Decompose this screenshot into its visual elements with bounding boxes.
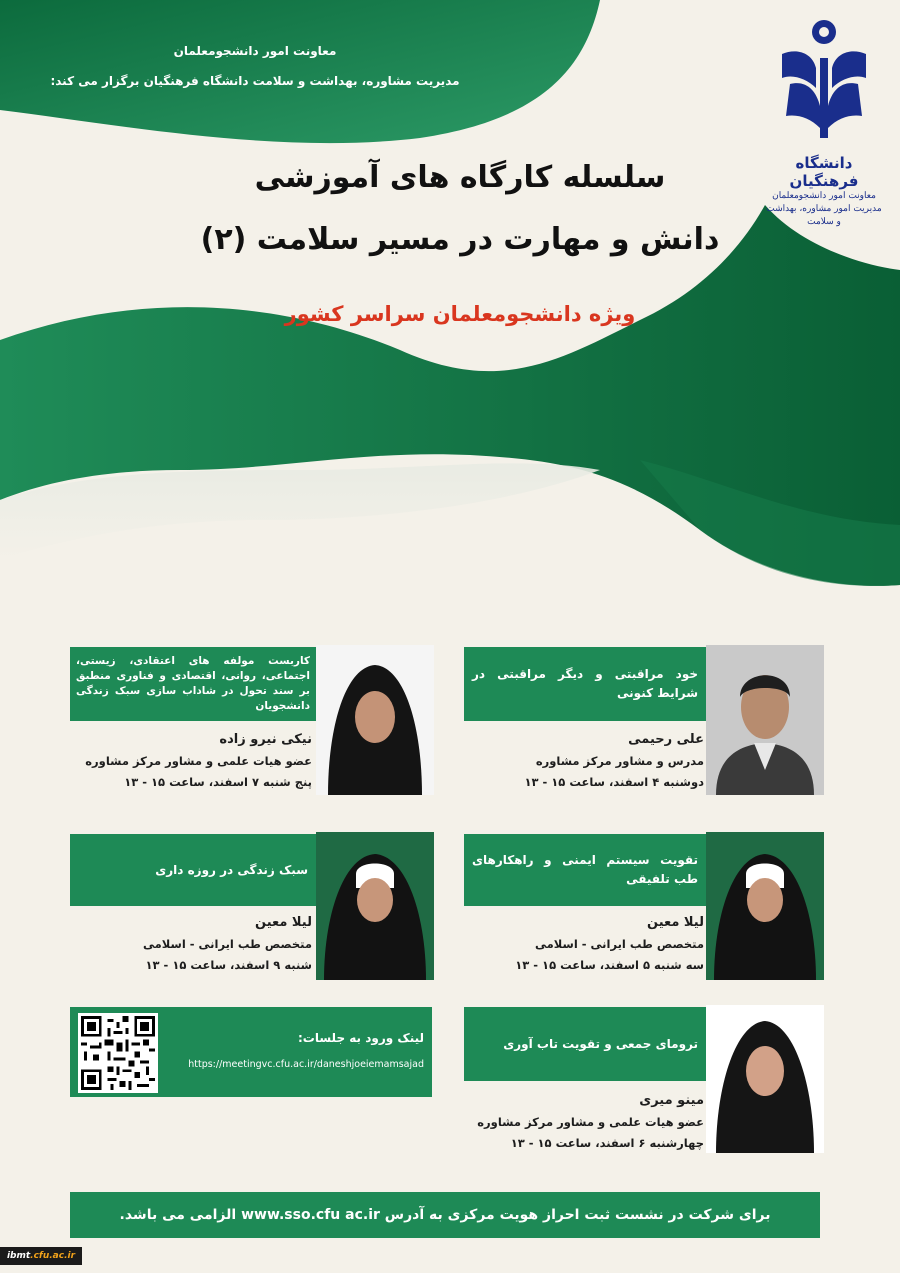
workshop-2-time: پنج شنبه ۷ اسفند، ساعت ۱۵ - ۱۳ bbox=[124, 775, 312, 789]
site-tag-prefix: ibmt bbox=[6, 1251, 31, 1261]
workshop-1-speaker-role: مدرس و مشاور مرکز مشاوره bbox=[535, 754, 704, 768]
header-line-1: معاونت امور دانشجومعلمان bbox=[173, 44, 337, 58]
speaker-photo-niki-nirouzadeh bbox=[316, 645, 434, 795]
main-title-line-1: سلسله کارگاه های آموزشی bbox=[254, 160, 666, 195]
logo-subtitle-2: مدیریت امور مشاوره، بهداشت و سلامت bbox=[766, 204, 882, 227]
workshop-1-info bbox=[464, 732, 704, 789]
session-link-label: لینک ورود به جلسات: bbox=[297, 1031, 424, 1045]
workshop-2-topic: کاربست مولفه های اعتقادی، زیستی، اجتماعی، روانی، اقتصادی و فناوری منطبق بر سند تحول در شاداب سازی سبک زندگی دانشجویان bbox=[70, 647, 316, 721]
workshop-2-speaker-name: نیکی نیرو زاده bbox=[219, 732, 312, 747]
workshop-5-topic: ترومای جمعی و تقویت تاب آوری bbox=[464, 1007, 706, 1081]
workshop-5-speaker-role: عضو هیات علمی و مشاور مرکز مشاوره bbox=[477, 1115, 704, 1129]
workshop-4-speaker-role: متخصص طب ایرانی - اسلامی bbox=[143, 937, 312, 951]
speaker-photo-leila-moein-2 bbox=[316, 832, 434, 980]
workshop-1-time: دوشنبه ۴ اسفند، ساعت ۱۵ - ۱۳ bbox=[524, 775, 704, 789]
workshop-2-info bbox=[72, 732, 312, 789]
workshop-5-speaker-name: مینو میری bbox=[639, 1093, 704, 1108]
workshop-4-info bbox=[72, 915, 312, 972]
workshop-3-speaker-name: لیلا معین bbox=[647, 915, 704, 930]
workshop-1-speaker-name: علی رحیمی bbox=[628, 732, 704, 747]
site-tag-domain: .cfu.ac.ir bbox=[30, 1251, 76, 1261]
site-tag bbox=[0, 1247, 82, 1265]
workshop-4-time: شنبه ۹ اسفند، ساعت ۱۵ - ۱۳ bbox=[145, 958, 312, 972]
workshop-3-topic: تقویت سیستم ایمنی و راهکارهای طب تلفیقی bbox=[464, 834, 706, 906]
qr-code-icon[interactable] bbox=[78, 1013, 158, 1093]
main-title-line-2: دانش و مهارت در مسیر سلامت (۲) bbox=[200, 222, 720, 257]
main-subtitle: ویژه دانشجومعلمان سراسر کشور bbox=[284, 302, 636, 326]
workshop-5-info bbox=[464, 1093, 704, 1150]
session-link-box bbox=[70, 1007, 432, 1097]
header-line-2: مدیریت مشاوره، بهداشت و سلامت دانشگاه فرهنگیان برگزار می کند: bbox=[50, 74, 460, 88]
session-link-url[interactable]: https://meetingvc.cfu.ac.ir/daneshjoeiemamsajad bbox=[188, 1059, 424, 1070]
footer-registration-notice: برای شرکت در نشست ثبت احراز هویت مرکزی به آدرس www.sso.cfu ac.ir الزامی می باشد. bbox=[70, 1192, 820, 1238]
university-logo bbox=[764, 18, 884, 229]
workshop-4-speaker-name: لیلا معین bbox=[255, 915, 312, 930]
workshop-1-topic: خود مراقبتی و دیگر مراقبتی در شرایط کنونی bbox=[464, 647, 706, 721]
workshop-2-speaker-role: عضو هیات علمی و مشاور مرکز مشاوره bbox=[85, 754, 312, 768]
logo-emblem-icon bbox=[776, 18, 872, 148]
workshop-3-time: سه شنبه ۵ اسفند، ساعت ۱۵ - ۱۳ bbox=[515, 958, 704, 972]
speaker-photo-leila-moein-1 bbox=[706, 832, 824, 980]
workshop-4-topic: سبک زندگی در روزه داری bbox=[70, 834, 316, 906]
speaker-photo-minoo-miri bbox=[706, 1005, 824, 1153]
logo-subtitle-1: معاونت امور دانشجومعلمان bbox=[772, 191, 876, 201]
workshop-3-speaker-role: متخصص طب ایرانی - اسلامی bbox=[535, 937, 704, 951]
logo-university-name: دانشگاه فرهنگیان bbox=[789, 154, 859, 190]
speaker-photo-ali-rahimi bbox=[706, 645, 824, 795]
workshop-3-info bbox=[464, 915, 704, 972]
workshop-5-time: چهارشنبه ۶ اسفند، ساعت ۱۵ - ۱۳ bbox=[510, 1136, 704, 1150]
